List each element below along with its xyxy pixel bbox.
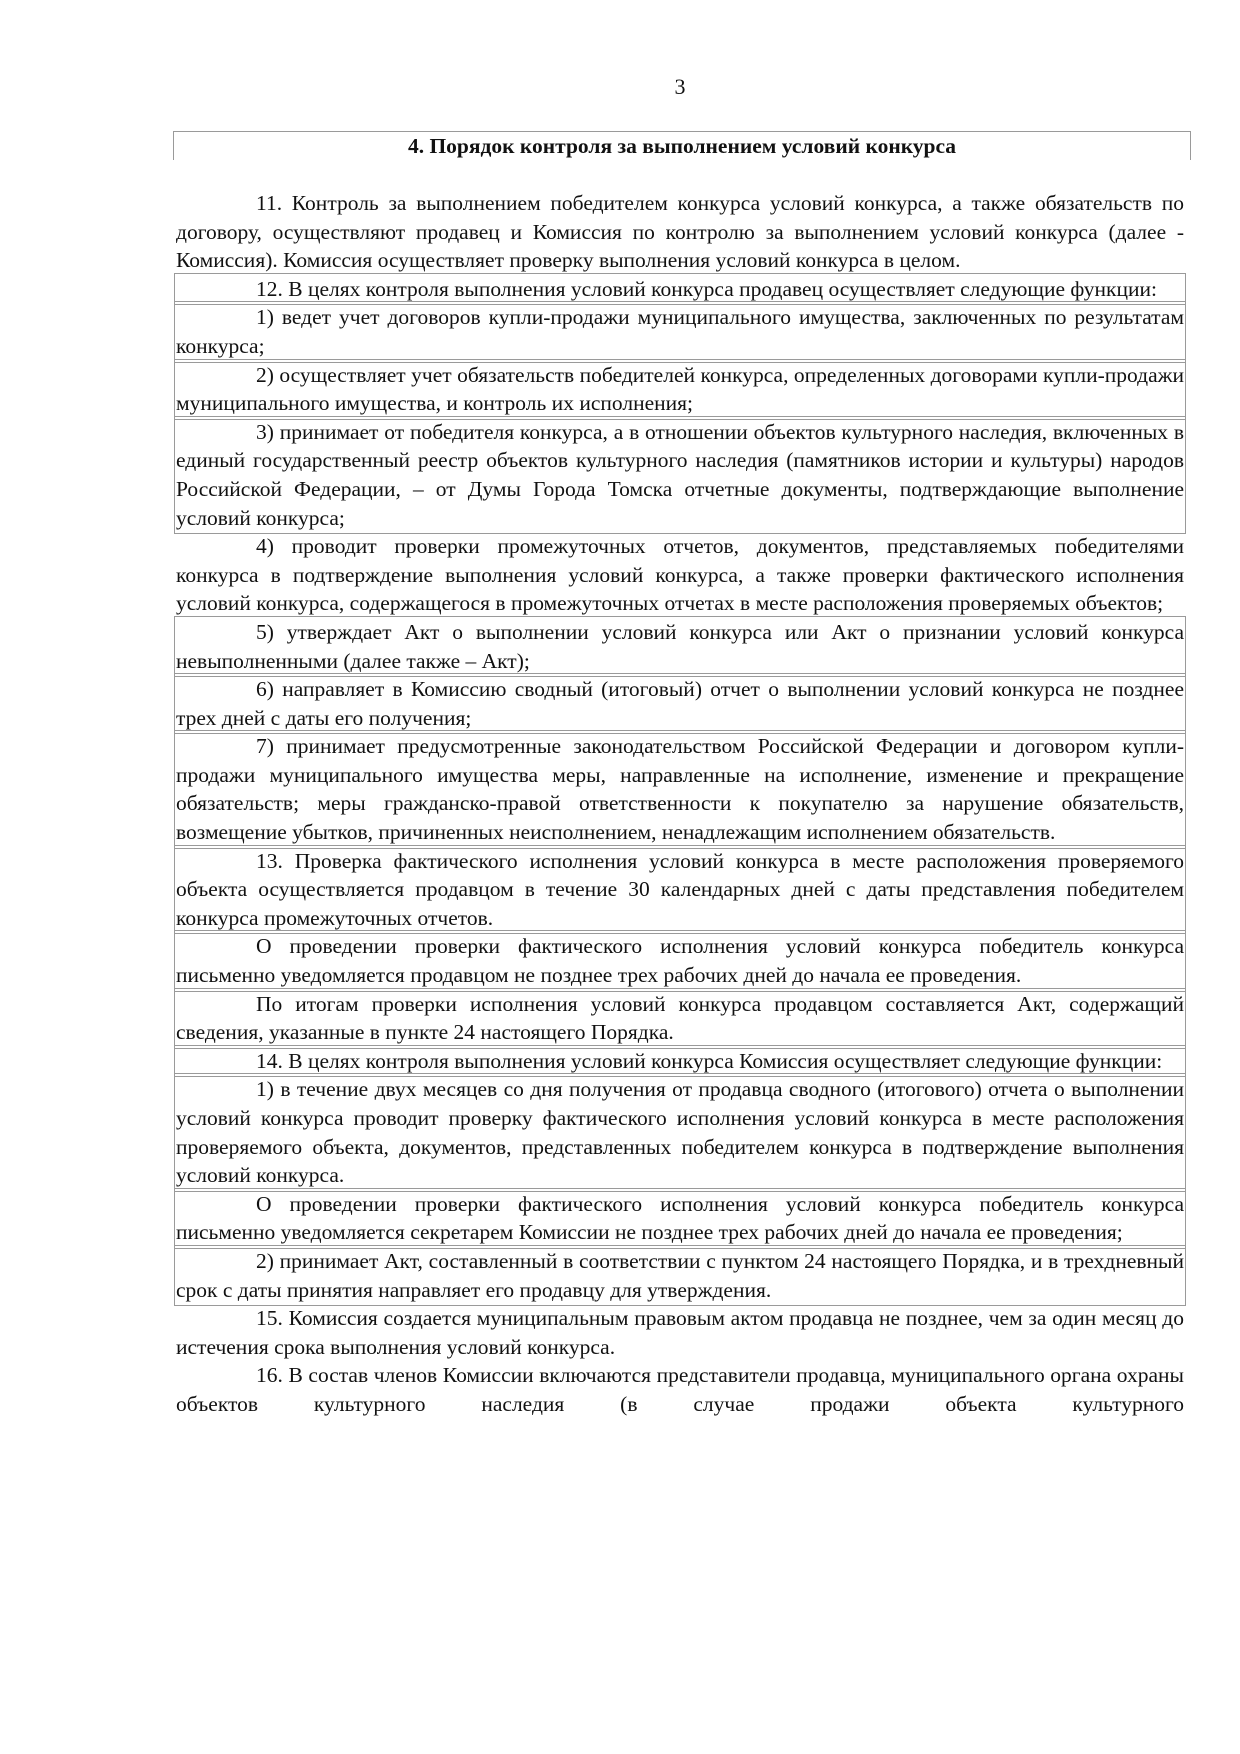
paragraph-12-item-3: 3) принимает от победителя конкурса, а в отношении объектов культурного наследия, включенных в единый государственный реестр объектов культурного наследия (памятников истории и культуры) народов Российской Федерации, – от Думы Города Томска отчетные документы, подтверждающие выполнение условий конкурса; [176,418,1184,532]
paragraph-12-item-4: 4) проводит проверки промежуточных отчетов, документов, представляемых победителями конкурса в подтверждение выполнения условий конкурса, а также проверки фактического исполнения условий конкурса, содержащегося в промежуточных отчетах в месте расположения проверяемых объектов; [176,534,1184,616]
paragraph-12-item-1: 1) ведет учет договоров купли-продажи муниципального имущества, заключенных по результатам конкурса; [176,303,1184,360]
paragraph-14: 14. В целях контроля выполнения условий конкурса Комиссия осуществляет следующие функции: [176,1047,1184,1076]
paragraph-12-item-6: 6) направляет в Комиссию сводный (итоговый) отчет о выполнении условий конкурса не позднее трех дней с даты его получения; [176,675,1184,732]
paragraph-13-notice: О проведении проверки фактического исполнения условий конкурса победитель конкурса письменно уведомляется продавцом не позднее трех рабочих дней до начала ее проведения. [176,932,1184,989]
section-title: 4. Порядок контроля за выполнением условий конкурса [173,131,1191,160]
paragraph-12-item-2: 2) осуществляет учет обязательств победителей конкурса, определенных договорами купли-продажи муниципального имущества, и контроль их исполнения; [176,361,1184,418]
page-number: 3 [674,74,686,99]
paragraph-12-item-7: 7) принимает предусмотренные законодательством Российской Федерации и договором купли-продажи муниципального имущества меры, направленные на исполнение, изменение и прекращение обязательств; меры гражданско-правой ответственности к покупателю за нарушение обязательств, возмещение убытков, причиненных неисполнением, ненадлежащим исполнением обязательств. [176,732,1184,846]
paragraph-16: 16. В состав членов Комиссии включаются представители продавца, муниципального органа охраны объектов культурного наследия (в случае продажи объекта культурного [176,1363,1184,1416]
paragraph-13: 13. Проверка фактического исполнения условий конкурса в месте расположения проверяемого объекта осуществляется продавцом в течение 30 календарных дней с даты представления победителем конкурса промежуточных отчетов. [176,847,1184,933]
paragraph-14-item-2: 2) принимает Акт, составленный в соответствии с пунктом 24 настоящего Порядка, и в трехдневный срок с даты принятия направляет его продавцу для утверждения. [176,1247,1184,1304]
paragraph-11: 11. Контроль за выполнением победителем конкурса условий конкурса, а также обязательств по договору, осуществляют продавец и Комиссия по контролю за выполнением условий конкурса (далее - Комиссия). Комиссия осуществляет проверку выполнения условий конкурса в целом. [176,191,1184,273]
paragraph-12-item-5: 5) утверждает Акт о выполнении условий конкурса или Акт о признании условий конкурса невыполненными (далее также – Акт); [176,618,1184,675]
document-body [176,189,1184,1419]
paragraph-12: 12. В целях контроля выполнения условий конкурса продавец осуществляет следующие функции: [176,275,1184,304]
paragraph-15: 15. Комиссия создается муниципальным правовым актом продавца не позднее, чем за один месяц до истечения срока выполнения условий конкурса. [176,1306,1184,1359]
paragraph-14-item-1: 1) в течение двух месяцев со дня получения от продавца сводного (итогового) отчета о выполнении условий конкурса проводит проверку фактического исполнения условий конкурса в месте расположения проверяемого объекта, документов, представленных победителем конкурса в подтверждение выполнения условий конкурса. [176,1075,1184,1189]
paragraph-14-notice: О проведении проверки фактического исполнения условий конкурса победитель конкурса письменно уведомляется секретарем Комиссии не позднее трех рабочих дней до начала ее проведения; [176,1190,1184,1247]
paragraph-13-act: По итогам проверки исполнения условий конкурса продавцом составляется Акт, содержащий сведения, указанные в пункте 24 настоящего Порядка. [176,990,1184,1047]
